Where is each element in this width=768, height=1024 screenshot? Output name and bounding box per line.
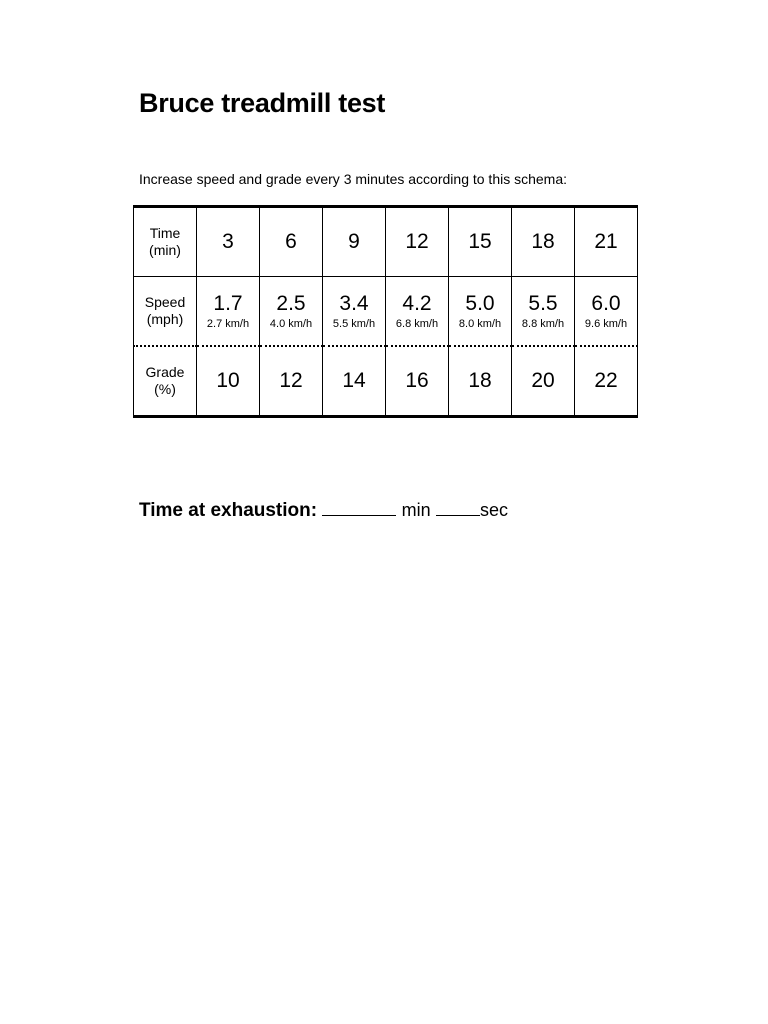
grade-cell — [575, 346, 638, 417]
speed-kmh-value: 8.0 km/h — [458, 317, 502, 330]
grade-row-label — [134, 346, 197, 417]
time-cell — [512, 207, 575, 277]
bruce-protocol-table — [133, 205, 638, 418]
speed-cell — [512, 277, 575, 347]
minutes-blank-field[interactable] — [322, 498, 396, 516]
seconds-blank-field[interactable] — [436, 498, 480, 516]
speed-cell — [197, 277, 260, 347]
table-row-speed — [134, 277, 638, 347]
page-title: Bruce treadmill test — [139, 88, 386, 118]
time-value: 3 — [222, 230, 234, 253]
speed-label-unit: (mph) — [146, 311, 184, 327]
grade-cell — [449, 346, 512, 417]
grade-cell — [323, 346, 386, 417]
speed-cell — [575, 277, 638, 347]
exhaustion-label: Time at exhaustion: — [139, 500, 318, 521]
speed-label-text: Speed — [144, 294, 186, 310]
grade-value: 22 — [594, 369, 618, 392]
speed-mph-value: 1.7 — [213, 291, 243, 315]
grade-value: 12 — [279, 369, 303, 392]
table-row-time — [134, 207, 638, 277]
speed-cell — [323, 277, 386, 347]
speed-kmh-value: 6.8 km/h — [395, 317, 439, 330]
time-value: 6 — [285, 230, 297, 253]
time-cell — [260, 207, 323, 277]
speed-mph-value: 3.4 — [339, 291, 369, 315]
seconds-unit: sec — [479, 500, 508, 520]
instructions-text: Increase speed and grade every 3 minutes according to this schema: — [139, 171, 568, 187]
speed-cell — [260, 277, 323, 347]
time-value: 15 — [468, 230, 492, 253]
time-row-label — [134, 207, 197, 277]
speed-mph-value: 4.2 — [402, 291, 432, 315]
time-cell — [197, 207, 260, 277]
time-cell — [386, 207, 449, 277]
speed-kmh-value: 4.0 km/h — [269, 317, 313, 330]
grade-cell — [386, 346, 449, 417]
grade-cell — [512, 346, 575, 417]
grade-cell — [197, 346, 260, 417]
grade-cell — [260, 346, 323, 417]
grade-value: 14 — [342, 369, 366, 392]
speed-cell — [449, 277, 512, 347]
time-cell — [575, 207, 638, 277]
table-row-grade — [134, 346, 638, 417]
time-value: 12 — [405, 230, 429, 253]
time-value: 18 — [531, 230, 555, 253]
time-value: 21 — [594, 230, 618, 253]
speed-kmh-value: 5.5 km/h — [332, 317, 376, 330]
time-value: 9 — [348, 230, 360, 253]
speed-mph-value: 2.5 — [276, 291, 306, 315]
speed-cell — [386, 277, 449, 347]
time-label-text: Time — [149, 225, 181, 241]
grade-value: 16 — [405, 369, 429, 392]
speed-row-label — [134, 277, 197, 347]
grade-value: 10 — [216, 369, 240, 392]
time-label-unit: (min) — [149, 242, 181, 258]
speed-mph-value: 5.0 — [465, 291, 495, 315]
speed-mph-value: 5.5 — [528, 291, 558, 315]
grade-value: 18 — [468, 369, 492, 392]
speed-kmh-value: 2.7 km/h — [206, 317, 250, 330]
time-at-exhaustion-line — [139, 498, 508, 522]
grade-label-unit: (%) — [154, 381, 176, 397]
speed-kmh-value: 8.8 km/h — [521, 317, 565, 330]
speed-mph-value: 6.0 — [591, 291, 621, 315]
time-cell — [323, 207, 386, 277]
grade-label-text: Grade — [145, 364, 185, 380]
minutes-unit: min — [401, 500, 431, 520]
speed-kmh-value: 9.6 km/h — [584, 317, 628, 330]
grade-value: 20 — [531, 369, 555, 392]
time-cell — [449, 207, 512, 277]
